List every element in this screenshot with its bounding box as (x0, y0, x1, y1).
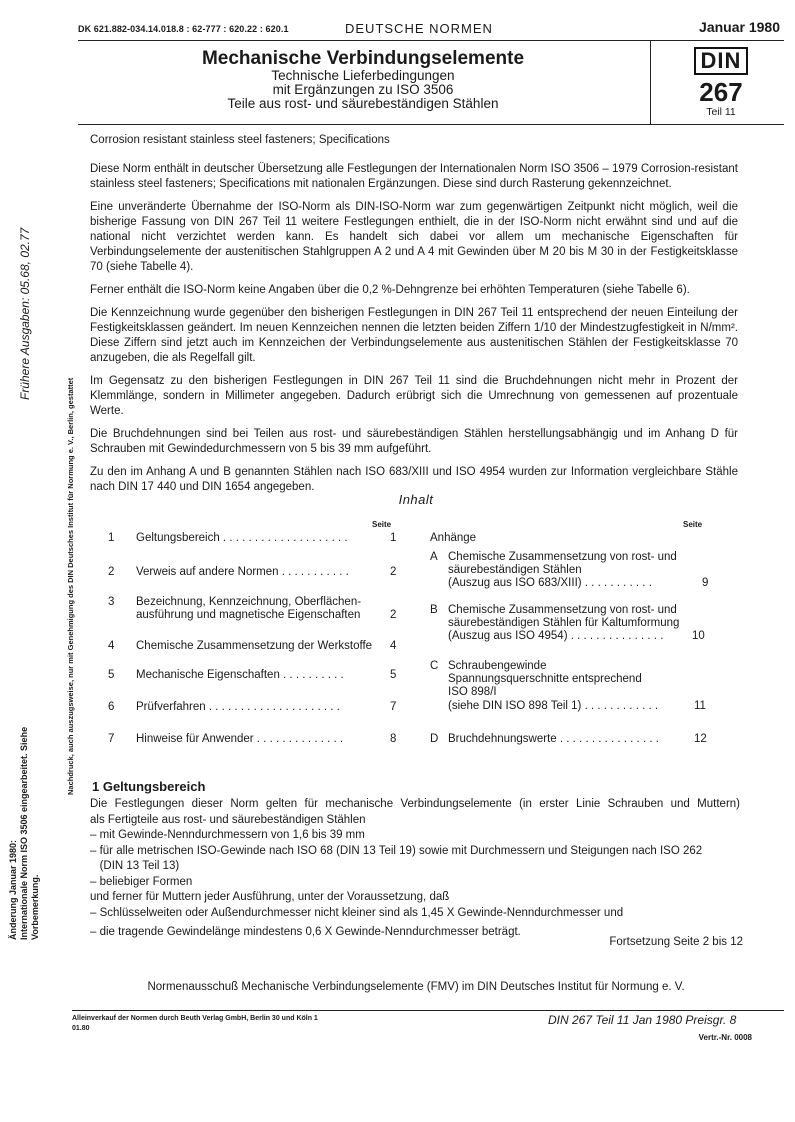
din-logo (666, 47, 776, 118)
change-note-line: Änderung Januar 1980: (8, 839, 18, 940)
section-body (90, 797, 740, 941)
section-line: und ferner für Muttern jeder Ausführung, unter der Voraussetzung, daß (90, 891, 450, 903)
committee-line: Normenausschuß Mechanische Verbindungselemente (FMV) im DIN Deutsches Institut für Normung e. V. (147, 981, 685, 993)
change-note (8, 727, 41, 940)
dk-classification: DK 621.882-034.14.018.8 : 62-777 : 620.22 : 620.1 (78, 24, 289, 34)
subtitle-line: Teile aus rost- und säurebeständigen Stählen (227, 96, 499, 112)
intro-text (90, 133, 738, 503)
distribution-number: Vertr.-Nr. 0008 (698, 1033, 752, 1042)
seite-label: Seite (683, 520, 703, 529)
footer-reference: DIN 267 Teil 11 Jan 1980 Preisgr. 8 (548, 1013, 737, 1027)
anhaenge-label: Anhänge (430, 532, 477, 544)
section-line: – beliebiger Formen (90, 875, 193, 888)
title-divider (650, 41, 651, 124)
footer-sale (72, 1014, 318, 1034)
english-title: Corrosion resistant stainless steel fasteners; Specifications (90, 134, 390, 146)
paragraph: Diese Norm enthält in deutscher Übersetzung alle Festlegungen der Internationalen Norm ISO 3506 – 1979 Corrosion-resistant stainless steel fasteners; Specifications mit nationalen Ergänzungen. Diese sind durch Rasterung gekennzeichnet. (90, 163, 738, 190)
paragraph: Im Gegensatz zu den bisherigen Festlegungen in DIN 267 Teil 11 sind die Bruchdehnungen nicht mehr in Prozent der Klemmlänge, sondern in Millimeter angegeben. Dadurch erübrigt sich die Umrechnung von gemessenen auf prozentuale Werte. (90, 375, 738, 417)
standard-part: Teil 11 (706, 106, 736, 118)
continuation-note: Fortsetzung Seite 2 bis 12 (609, 936, 743, 948)
subtitle-line: mit Ergänzungen zu ISO 3506 (272, 82, 454, 98)
change-note-line: Vorbemerkung. (30, 874, 40, 940)
title-block (78, 40, 784, 125)
seite-label: Seite (372, 520, 392, 529)
section-line: Die Festlegungen dieser Norm gelten für mechanische Verbindungselemente (in erster Linie Schrauben und Muttern) (90, 798, 740, 810)
section-line: – mit Gewinde-Nenndurchmessern von 1,6 bis 39 mm (90, 829, 365, 841)
din-mark: DIN (694, 47, 749, 75)
subtitle-line: Technische Lieferbedingungen (271, 67, 455, 83)
paragraph: Ferner enthält die ISO-Norm keine Angaben über die 0,2 %-Dehngrenze bei erhöhten Temperaturen (siehe Tabelle 6). (90, 284, 690, 296)
section-line: – die tragende Gewindelänge mindestens 0,6 X Gewinde-Nenndurchmesser beträgt. (90, 926, 521, 938)
title-text (78, 49, 648, 111)
print-code: 01.80 (72, 1025, 90, 1032)
main-title: Mechanische Verbindungselemente (201, 48, 525, 69)
reprint-notice: Nachdruck, auch auszugsweise, nur mit Genehmigung des DIN Deutsches Institut für Normung e. V., Berlin, gestattet (66, 377, 75, 795)
paragraph: Die Bruchdehnungen sind bei Teilen aus rost- und säurebeständigen Stählen herstellungsabhängig und im Anhang D für Schrauben mit Gewindedurchmessern von 5 bis 39 mm aufgeführt. (90, 428, 738, 455)
series-title: DEUTSCHE NORMEN (345, 21, 493, 36)
section-heading: 1 Geltungsbereich (92, 779, 206, 794)
issue-date: Januar 1980 (699, 19, 780, 35)
toc-heading: Inhalt (398, 492, 434, 507)
paragraph: Zu den im Anhang A und B genannten Stählen nach ISO 683/XIII und ISO 4954 wurden zur Information vergleichbare Stähle nach DIN 17 440 und DIN 1654 angegeben. (90, 466, 738, 493)
section-line: – für alle metrischen ISO-Gewinde nach ISO 68 (DIN 13 Teil 19) sowie mit Durchmessern und Steigungen nach ISO 262 (90, 844, 703, 857)
section-line: – Schlüsselweiten oder Außendurchmesser nicht kleiner sind als 1,45 X Gewinde-Nenndurchmesser und (90, 906, 624, 919)
section-line: (DIN 13 Teil 13) (90, 860, 180, 872)
earlier-editions: Frühere Ausgaben: 05.68, 02.77 (18, 227, 32, 400)
section-line: als Fertigteile aus rost- und säurebeständigen Stählen (90, 813, 366, 826)
paragraph: Eine unveränderte Übernahme der ISO-Norm als DIN-ISO-Norm war zum gegenwärtigen Zeitpunkt nicht möglich, weil die bisherige Fassung von DIN 267 Teil 11 weitere Festlegungen enthielt, die in der ISO-Norm nicht erwähnt sind und auf die national nicht verzichtet werden kann. Es handelt sich dabei vor allem um mechanische Eigenschaften für Verbindungselemente der austenitischen Stahlgruppen A 2 und A 4 mit Gewinden über M 20 bis M 30 in der Festigkeitsklasse 70 (siehe Tabelle 4). (90, 201, 738, 273)
standard-number: 267 (699, 77, 743, 107)
paragraph: Die Kennzeichnung wurde gegenüber den bisherigen Festlegungen in DIN 267 Teil 11 entsprechend der neuen Einteilung der Festigkeitsklassen geändert. Im neuen Kennzeichen nennen die letzten beiden Ziffern 1/10 der Mindestzugfestigkeit in N/mm². Diese Ziffern sind jetzt auch im Kennzeichen der Verbindungselemente aus austenitischen Stählen der Festigkeitsklasse 70 anzugeben, die als Regelfall gilt. (90, 307, 738, 364)
sale-notice: Alleinverkauf der Normen durch Beuth Verlag GmbH, Berlin 30 und Köln 1 (72, 1015, 318, 1022)
footer-rule (72, 1010, 784, 1011)
change-note-line: Internationale Norm ISO 3506 eingearbeitet. Siehe (19, 726, 29, 940)
